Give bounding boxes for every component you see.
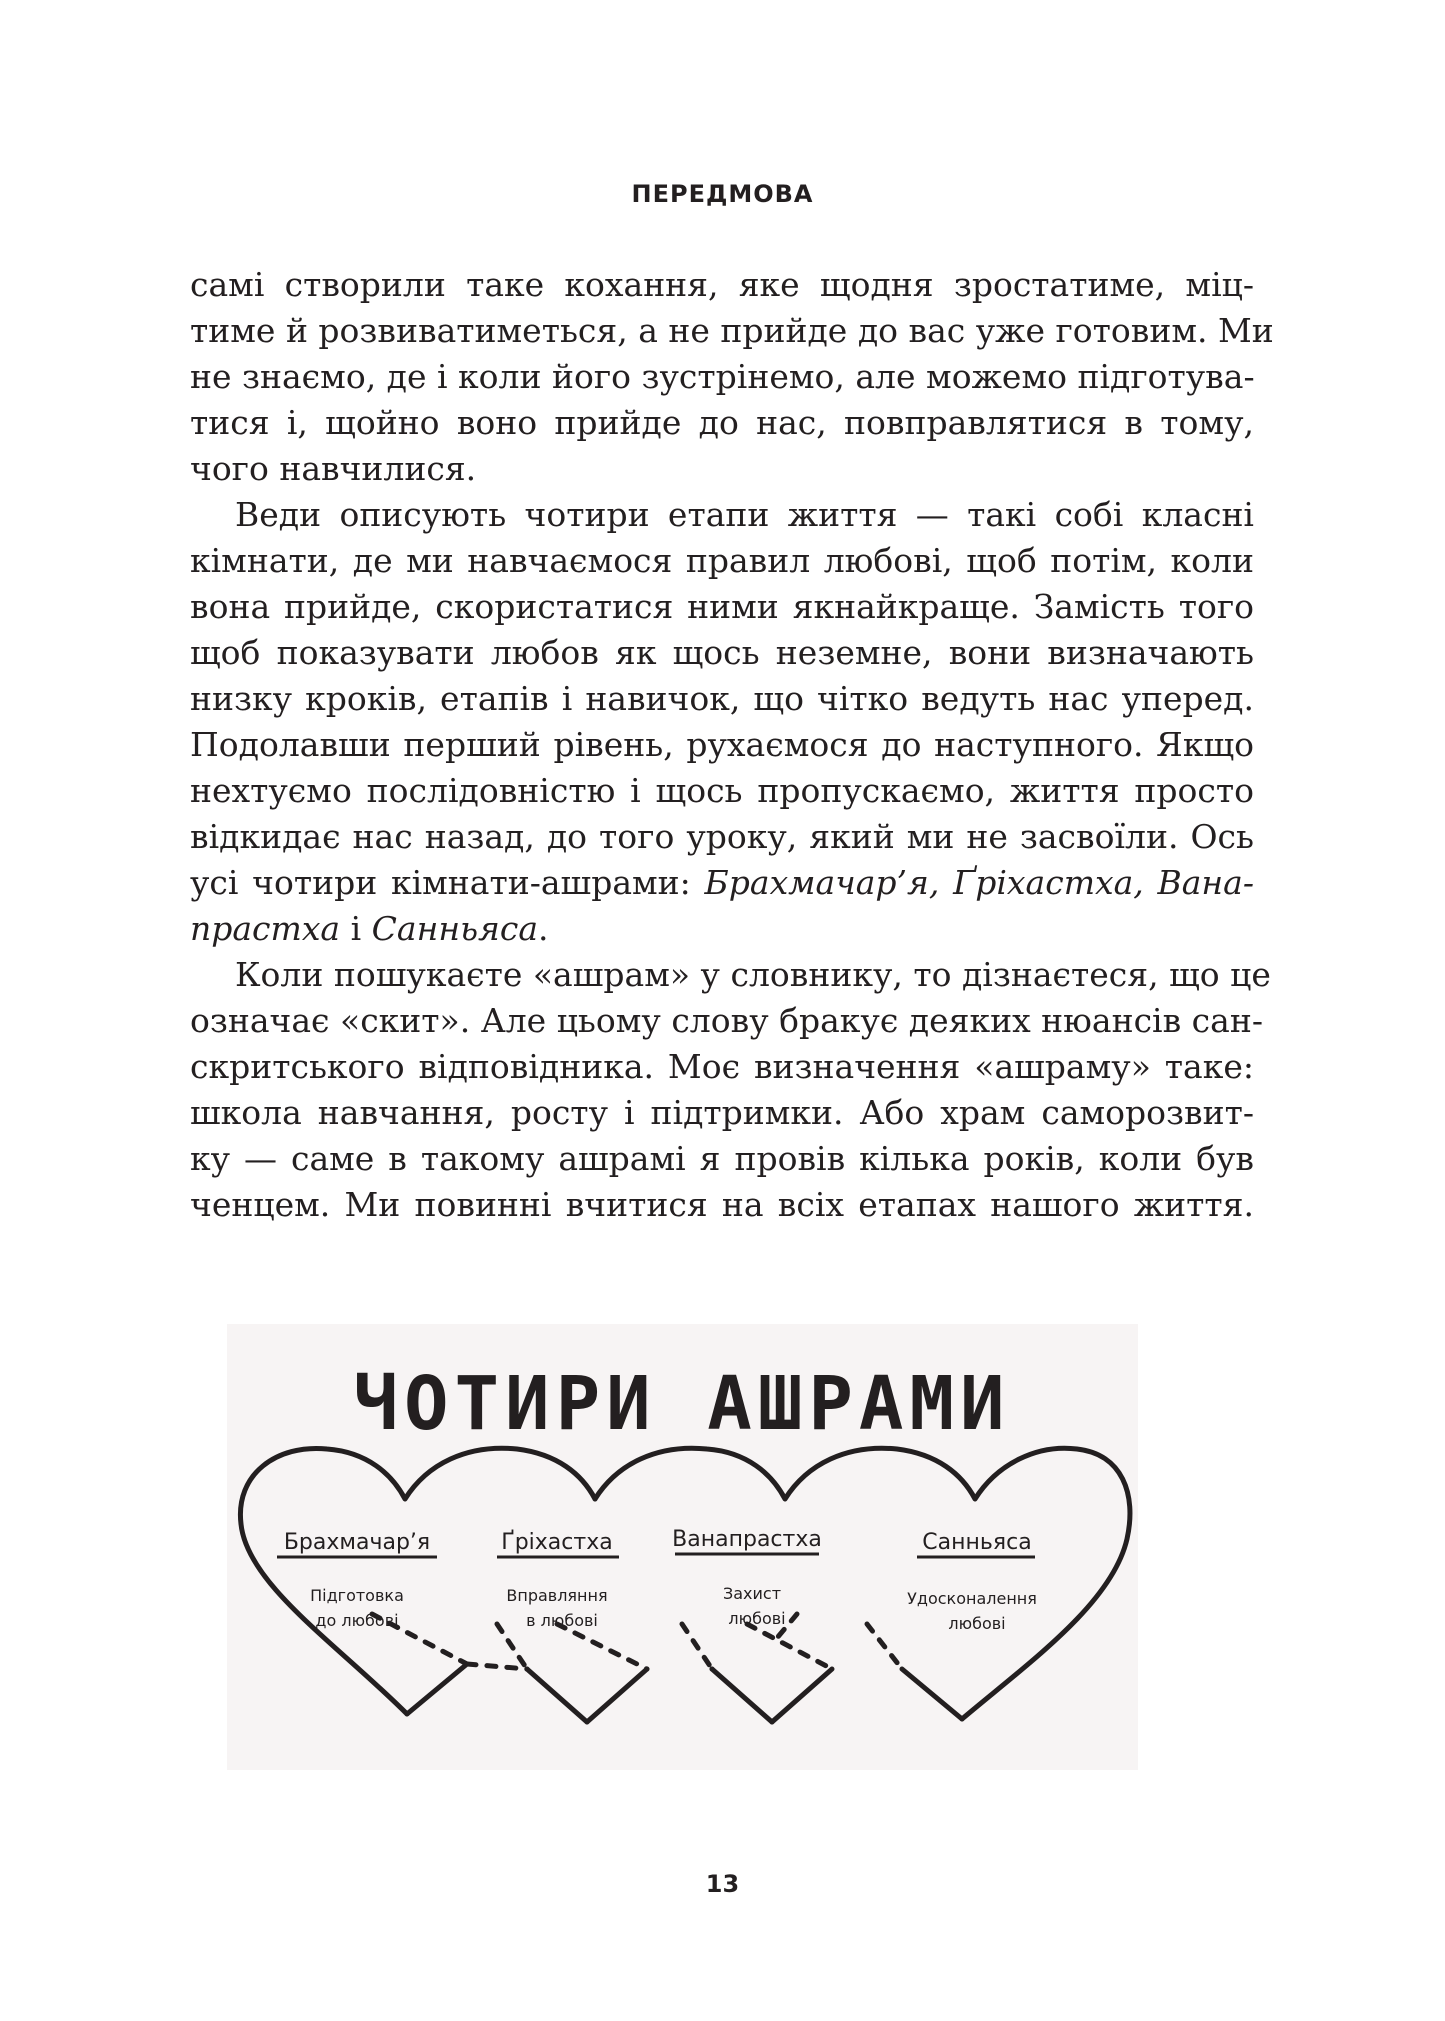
text-line: самі створили таке кохання, яке щодня зростатиме, міц- [190, 265, 1254, 304]
text-line: вона прийде, скористатися ними якнайкраще. Замість того [190, 587, 1254, 626]
stage-desc: Удосконалення [907, 1589, 1037, 1608]
stage-name: Санньяса [922, 1530, 1032, 1555]
stage-sannyasa [907, 1530, 1037, 1633]
stage-desc: любові [728, 1609, 786, 1628]
line-prefix: усі чотири кімнати-ашрами: [190, 863, 705, 902]
text-line: не знаємо, де і коли його зустрінемо, але можемо підготува- [190, 357, 1255, 396]
text-line: Подолавши перший рівень, рухаємося до наступного. Якщо [190, 725, 1254, 764]
text-line: Веди описують чотири етапи життя — такі собі класні [235, 495, 1254, 534]
text-line: означає «скит». Але цьому слову бракує деяких нюансів сан- [190, 1001, 1263, 1040]
text-line [190, 906, 1254, 952]
text-line: ченцем. Ми повинні вчитися на всіх етапах нашого життя. [190, 1185, 1254, 1224]
ashram-names-italic: Брахмачар’я, Ґріхастха, Вана- [704, 863, 1254, 902]
text-line: школа навчання, росту і підтримки. Або храм саморозвит- [190, 1093, 1254, 1132]
text-line: ку — саме в такому ашрамі я провів кілька років, коли був [190, 1139, 1254, 1178]
text-line: кімнати, де ми навчаємося правил любові, щоб потім, коли [190, 541, 1254, 580]
running-head: ПЕРЕДМОВА [631, 180, 814, 208]
heart-1-outline [240, 1448, 595, 1714]
four-ashrams-illustration [227, 1324, 1138, 1770]
ashram-name-italic: прастха [190, 909, 341, 948]
text-line: щоб показувати любов як щось неземне, вони визначають [190, 633, 1254, 672]
stage-desc: Підготовка [310, 1586, 404, 1605]
text-line [190, 860, 1254, 906]
stage-name: Брахмачар’я [283, 1530, 431, 1555]
text-line: скритського відповідника. Моє визначення «ашраму» таке: [190, 1047, 1254, 1086]
stage-grihastha [497, 1530, 619, 1630]
illustration-title: ЧОТИРИ АШРАМИ [353, 1361, 1011, 1447]
stage-desc: Захист [722, 1584, 782, 1603]
ashram-name-italic: Санньяса [371, 909, 539, 948]
stage-desc: любові [948, 1614, 1006, 1633]
paragraph-2 [190, 492, 1254, 952]
heart-2-outline [595, 1448, 1130, 1719]
paragraph-1 [190, 262, 1274, 492]
stage-desc: до любові [315, 1611, 399, 1630]
hearts-diagram [227, 1324, 1138, 1770]
stage-vanaprastha [672, 1527, 822, 1628]
body-text [190, 262, 1274, 1228]
text-line: тиме й розвиватиметься, а не прийде до вас уже готовим. Ми [190, 311, 1274, 350]
paragraph-3 [190, 952, 1271, 1228]
stage-desc: в любові [526, 1611, 598, 1630]
stage-name: Ванапрастха [672, 1527, 822, 1552]
text-line: тися і, щойно воно прийде до нас, повправлятися в тому, [190, 403, 1254, 442]
text-line: відкидає нас назад, до того уроку, який ми не засвоїли. Ось [190, 817, 1254, 856]
text-line: Коли пошукаєте «ашрам» у словнику, то дізнаєтеся, що це [235, 955, 1271, 994]
text-line: низку кроків, етапів і навичок, що чітко ведуть нас уперед. [190, 679, 1254, 718]
stage-desc: Вправляння [506, 1586, 608, 1605]
page-number: 13 [705, 1870, 740, 1898]
text-line: чого навчилися. [190, 449, 477, 488]
stage-name: Ґріхастха [501, 1530, 613, 1555]
conjunction: і [340, 909, 372, 948]
text-line: нехтуємо послідовністю і щось пропускаємо, життя просто [190, 771, 1254, 810]
period: . [538, 909, 549, 948]
